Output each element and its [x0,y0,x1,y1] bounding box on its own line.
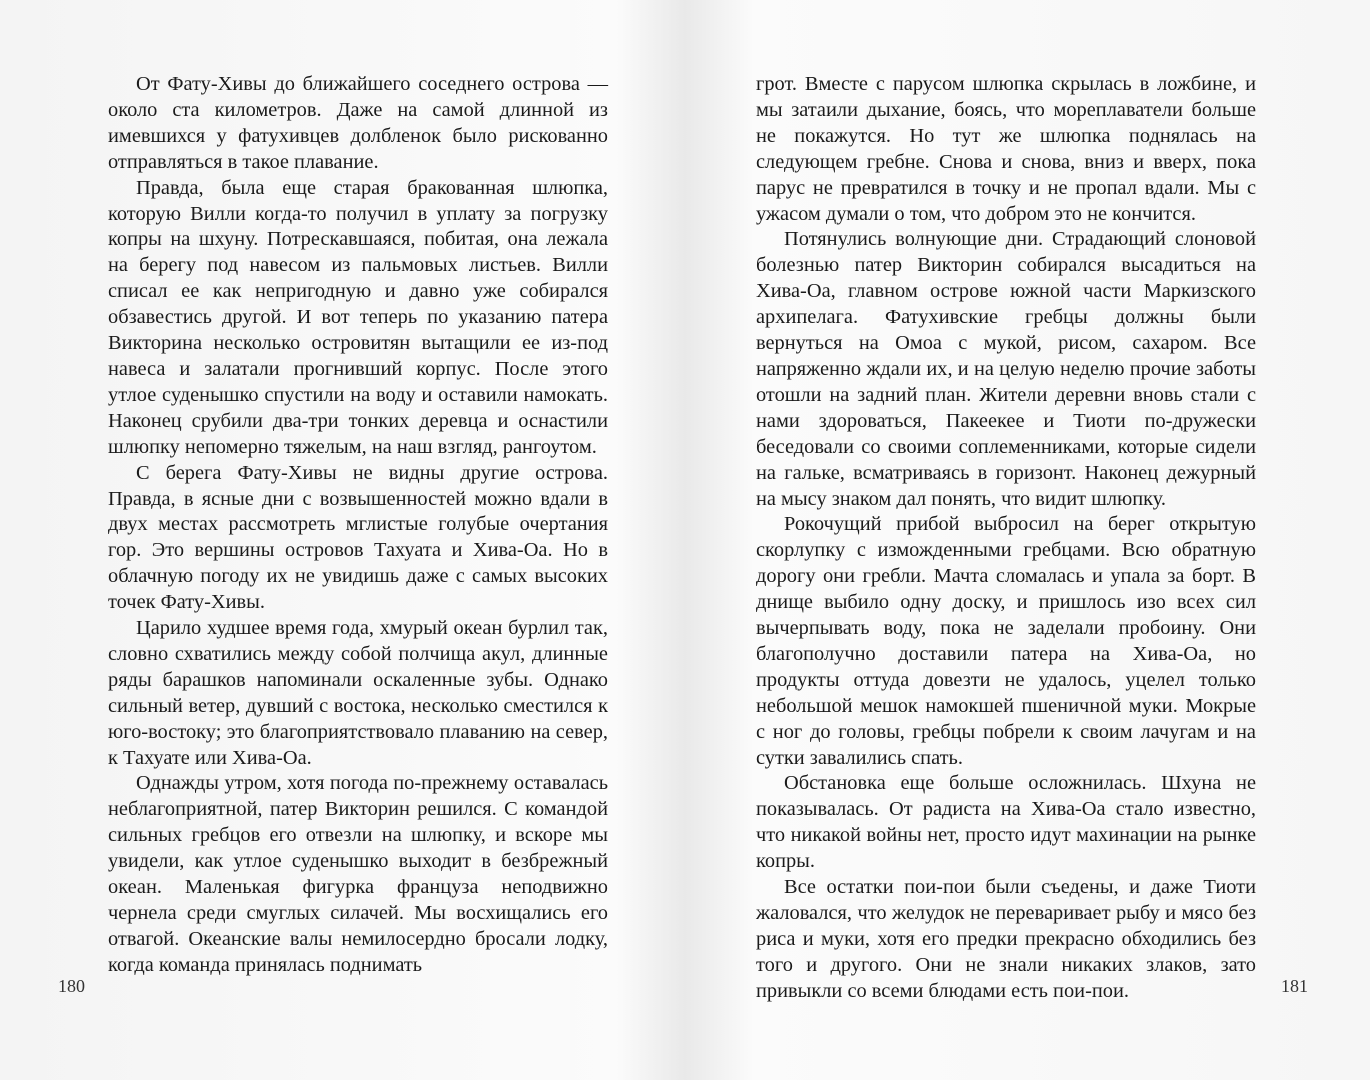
paragraph: грот. Вместе с парусом шлюпка скрылась в ложбине, и мы затаили дыхание, боясь, что мореплаватели больше не покажутся. Но тут же шлюпка поднялась на следующем гребне. Снова и снова, вниз и вверх, пока парус не превратился в точку и не пропал вдали. Мы с ужасом думали о том, что добром это не кончится. [756,73,1256,225]
paragraph: С берега Фату-Хивы не видны другие острова. Правда, в ясные дни с возвышенностей можно вдали в двух местах рассмотреть мглистые голубые очертания гор. Это вершины островов Тахуата и Хива-Оа. Но в облачную погоду их не увидишь даже с самых высоких точек Фату-Хивы. [108,461,608,614]
paragraph: Обстановка еще больше осложнилась. Шхуна не показывалась. От радиста на Хива-Оа стало известно, что никакой войны нет, просто идут махинации на рынке копры. [756,772,1256,873]
left-page [108,72,608,979]
paragraph: От Фату-Хивы до ближайшего соседнего острова — около ста километров. Даже на самой длинной из имевшихся у фатухивцев долбленок было рискованно отправляться в такое плавание. [108,73,608,173]
page-number-left: 180 [58,976,85,996]
paragraph: Рокочущий прибой выбросил на берег открытую скорлупку с изможденными гребцами. Всю обратную дорогу они гребли. Мачта сломалась и упала за борт. В днище выбило одну доску, и пришлось изо всех сил вычерпывать воду, пока не заделали пробоину. Они благополучно доставили патера на Хива-Оа, но продукты оттуда довезти не удалось, уцелел только небольшой мешок намокшей пшеничной муки. Мокрые с ног до головы, гребцы побрели к своим лачугам и на сутки завалились спать. [756,513,1256,769]
paragraph: Все остатки пои-пои были съедены, и даже Тиоти жаловался, что желудок не переваривает рыбу и мясо без риса и муки, хотя его предки прекрасно обходились без того и другого. Они не знали никаких злаков, зато привыкли со всеми блюдами есть пои-пои. [756,876,1256,1002]
right-page [756,72,1256,1005]
paragraph: Однажды утром, хотя погода по-прежнему оставалась неблагоприятной, патер Викторин решился. С командой сильных гребцов его отвезли на шлюпку, и вскоре мы увидели, как утлое суденышко выходит в безбрежный океан. Маленькая фигурка француза неподвижно чернела среди смуглых силачей. Мы восхищались его отвагой. Океанские валы немилосердно бросали лодку, когда команда принялась поднимать [108,772,608,976]
paragraph: Царило худшее время года, хмурый океан бурлил так, словно схватились между собой полчища акул, длинные ряды барашков напоминали оскаленные зубы. Однако сильный ветер, дувший с востока, несколько сместился к юго-востоку; это благоприятствовало плаванию на север, к Тахуате или Хива-Оа. [108,617,608,769]
page-number-right: 181 [1281,976,1308,996]
paragraph: Потянулись волнующие дни. Страдающий слоновой болезнью патер Викторин собирался высадиться на Хива-Оа, главном острове южной части Маркизского архипелага. Фатухивские гребцы должны были вернуться на Омоа с мукой, рисом, сахаром. Все напряженно ждали их, и на целую неделю прочие заботы отошли на задний план. Жители деревни вновь стали с нами здороваться, Пакеекее и Тиоти по-дружески беседовали со своими соплеменниками, которые сидели на гальке, всматриваясь в горизонт. Наконец дежурный на мысу знаком дал понять, что видит шлюпку. [756,228,1256,510]
paragraph: Правда, была еще старая бракованная шлюпка, которую Вилли когда-то получил в уплату за погрузку копры на шхуну. Потрескавшаяся, побитая, она лежала на берегу под навесом из пальмовых листьев. Вилли списал ее как непригодную и давно уже собирался обзавестись другой. И вот теперь по указанию патера Викторина несколько островитян вытащили ее из-под навеса и залатали прогнивший корпус. После этого утлое суденышко спустили на воду и оставили намокать. Наконец срубили два-три тонких деревца и оснастили шлюпку непомерно тяжелым, на наш взгляд, рангоутом. [108,176,608,458]
